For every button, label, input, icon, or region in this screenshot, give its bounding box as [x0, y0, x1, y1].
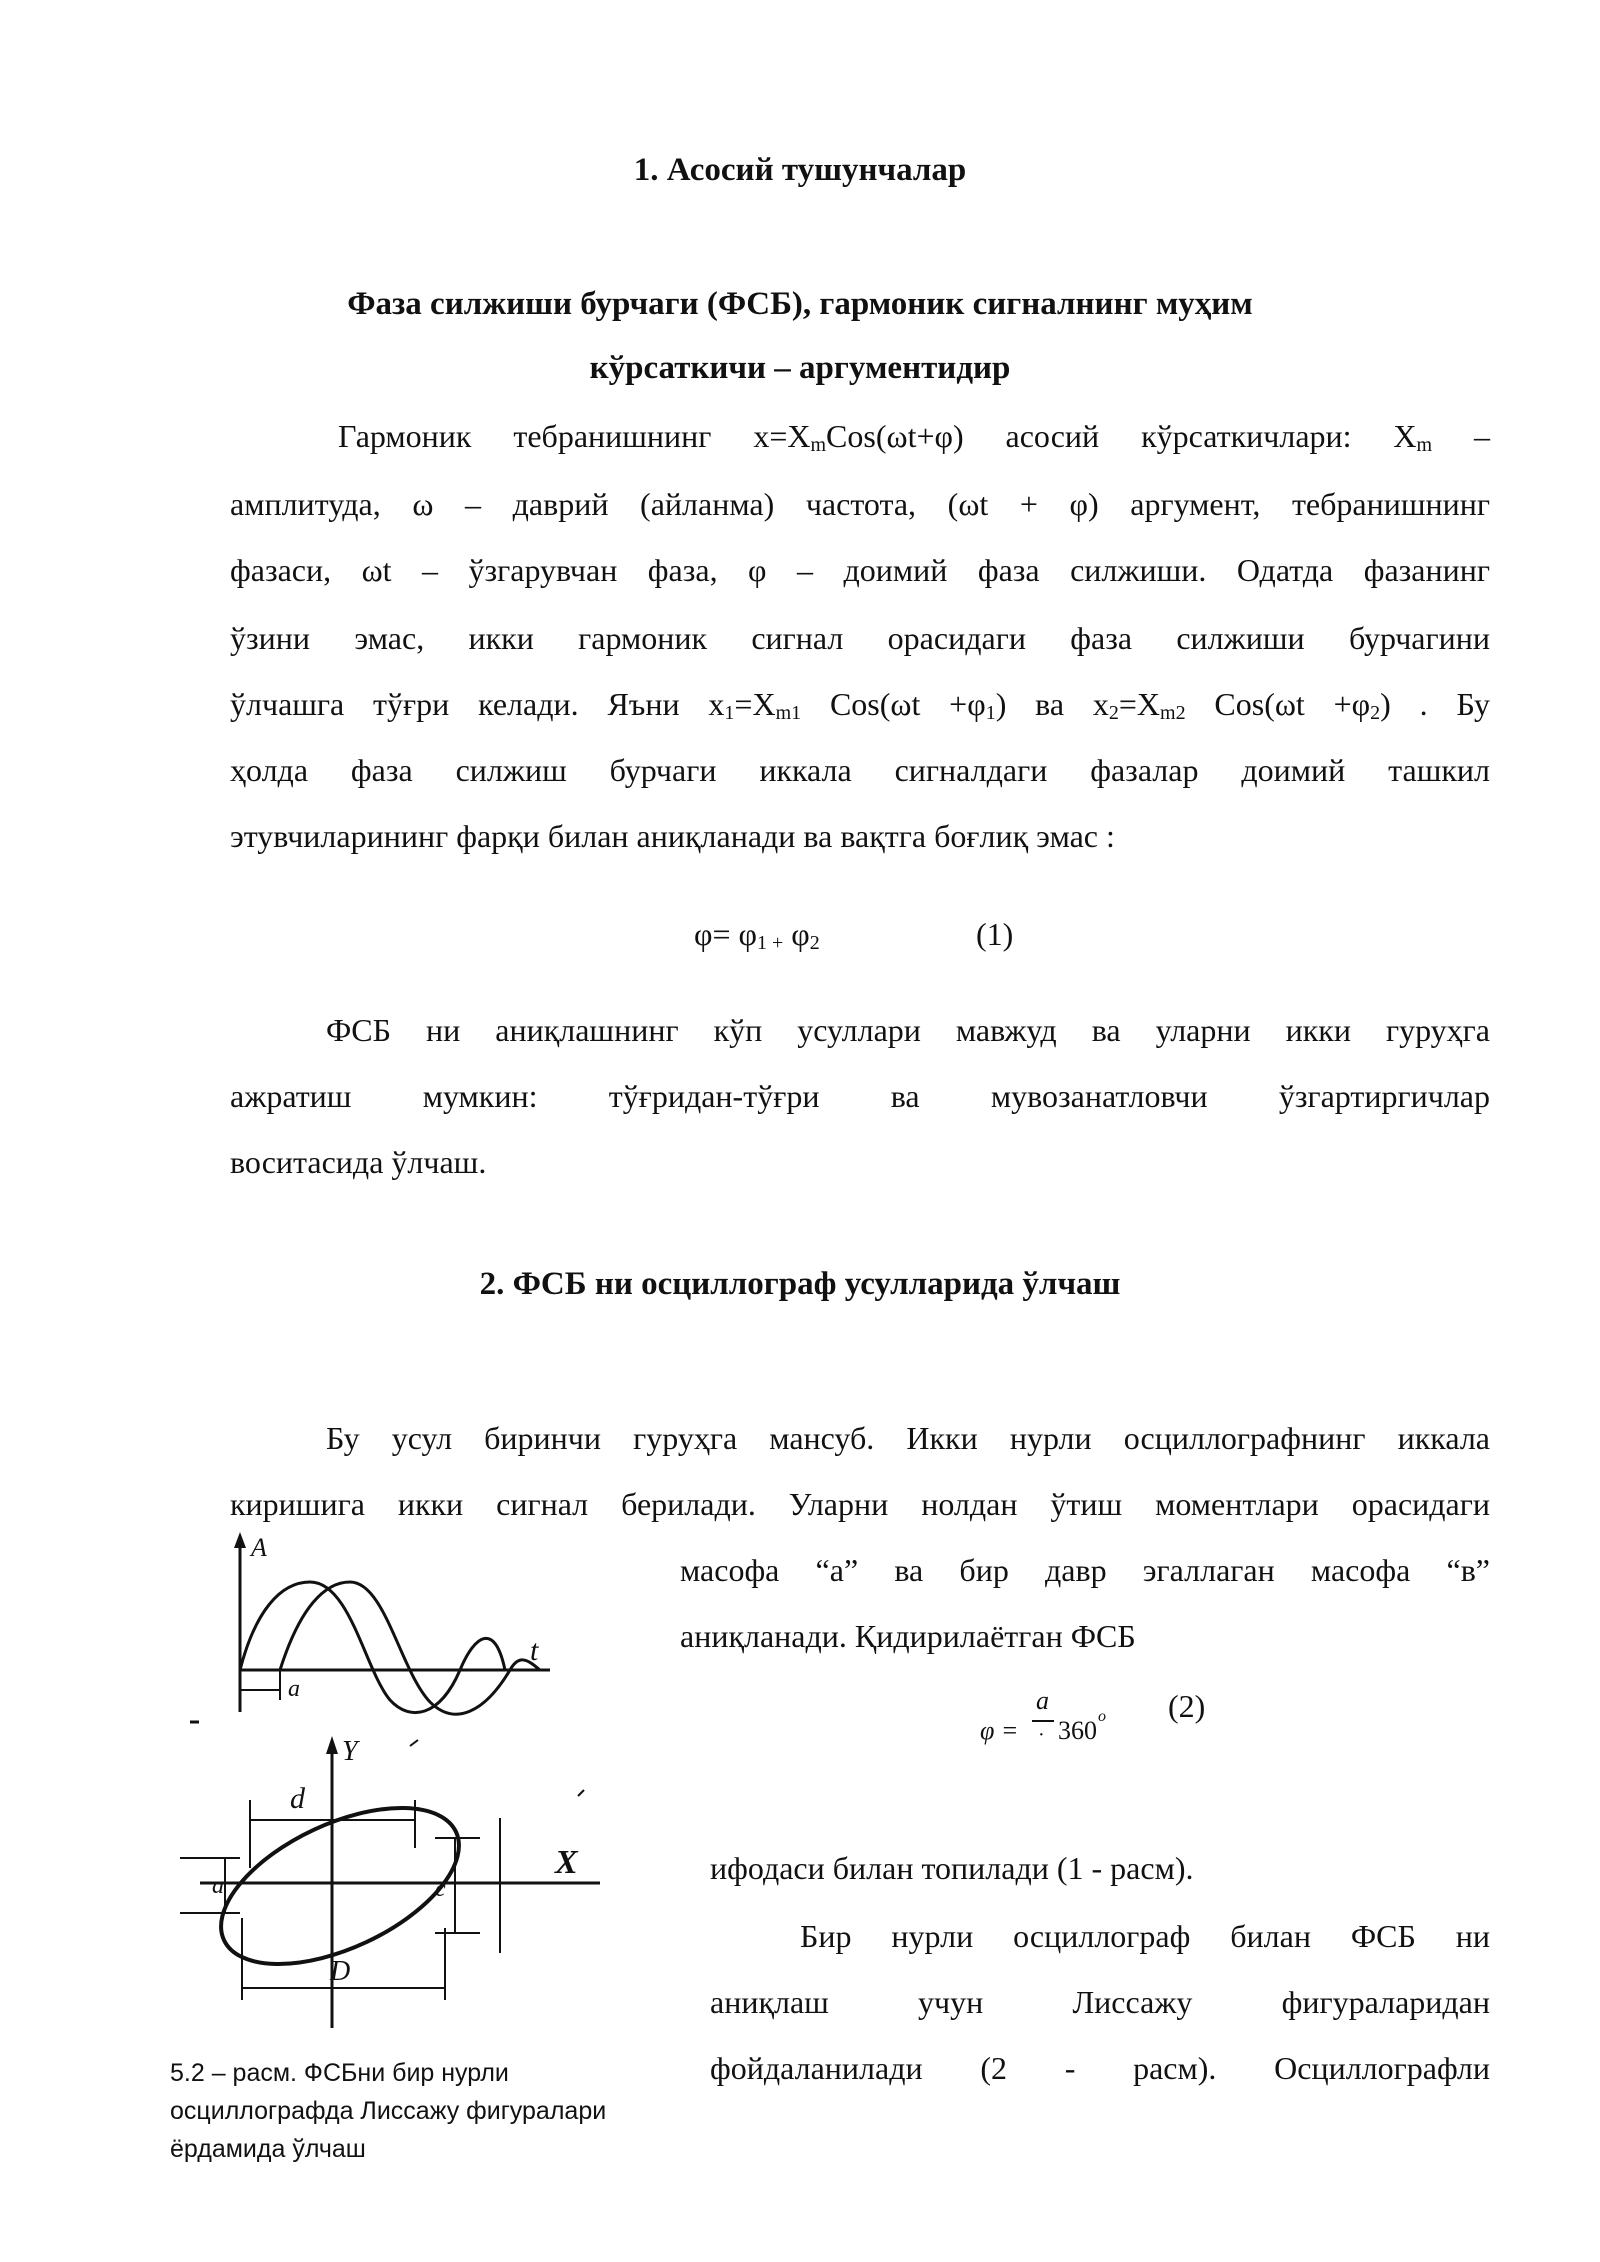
- figure-2-lissajous: [180, 1728, 620, 2038]
- fig2-label-c: c: [435, 1876, 446, 1902]
- para4-line-3: аниқлаш учун Лиссажу фигураларидан: [710, 1984, 1490, 2020]
- section-heading-2: 2. ФСБ ни осциллограф усулларида ўлчаш: [479, 1266, 1121, 1302]
- para4-line-2: Бир нурли осциллограф билан ФСБ ни: [800, 1918, 1490, 1954]
- para4-line-4: фойдаланилади (2 - расм). Осциллографли: [710, 2050, 1490, 2086]
- fig1-a-arrow: [234, 1532, 246, 1548]
- para1-line-2: амплитуда, ω – даврий (айланма) частота, (ωt + φ) аргумент, тебранишнинг: [230, 486, 1490, 522]
- fig2-label-D: D: [330, 1956, 351, 1987]
- formula-1-number: (1): [976, 916, 1014, 952]
- para1-line-3: фазаси, ωt – ўзгарувчан фаза, φ – доимий фаза силжиши. Одатда фазанинг: [230, 552, 1490, 588]
- subheading-line-1: Фаза силжиши бурчаги (ФСБ), гармоник сигналнинг муҳим: [347, 286, 1253, 322]
- fig1-label-a-axis: A: [251, 1533, 267, 1562]
- para2-line-2: ажратиш мумкин: тўғридан-тўғри ва мувозанатловчи ўзгартиргичлар: [230, 1078, 1490, 1114]
- formula-2-rhs: 360: [1058, 1716, 1097, 1745]
- formula-2-lhs: φ =: [980, 1716, 1019, 1745]
- para3-line-2: киришига икки сигнал берилади. Уларни нолдан ўтиш моментлари орасидаги: [230, 1486, 1490, 1522]
- formula-2-sup: o: [1098, 1708, 1106, 1725]
- fraction-bar: [1032, 1720, 1054, 1722]
- para4-line-1: ифодаси билан топилади (1 - расм).: [710, 1850, 1194, 1886]
- formula-2-numerator: a: [1036, 1686, 1049, 1715]
- section-heading-1: 1. Асосий тушунчалар: [633, 152, 967, 188]
- caption-line-3: ёрдамида ўлчаш: [170, 2135, 366, 2163]
- fig2-mark: [410, 1740, 418, 1746]
- para2-line-1: ФСБ ни аниқлашнинг кўп усуллари мавжуд ва уларни икки гуруҳга: [326, 1012, 1490, 1048]
- formula-1: $\varphi= \varphi_{1 +}$ $\varphi_2$: [694, 916, 820, 954]
- para3-line-3: масофа “а” ва бир давр эгаллаган масофа “в”: [680, 1552, 1490, 1588]
- fig2-mark-2: [578, 1790, 584, 1796]
- para3-line-1: Бу усул биринчи гуруҳга мансуб. Икки нурли осциллографнинг иккала: [326, 1420, 1490, 1456]
- para2-line-3: воситасида ўлчаш.: [230, 1144, 487, 1180]
- formula-2: [980, 1678, 1120, 1758]
- fig2-label-a: a: [212, 1873, 224, 1899]
- formula-2-denominator: ·: [1038, 1724, 1045, 1746]
- fig2-label-y: Y: [342, 1736, 358, 1767]
- fig2-y-arrow: [326, 1736, 338, 1754]
- fig1-label-t: t: [530, 1634, 539, 1667]
- formula-2-number: (2): [1168, 1688, 1206, 1724]
- fig2-label-d: d: [290, 1782, 305, 1815]
- para1-line-7: этувчиларининг фарқи билан аниқланади ва вақтга боғлиқ эмас :: [230, 818, 1115, 854]
- fig1-wave-2: [280, 1582, 540, 1714]
- fig2-label-x: X: [555, 1844, 578, 1881]
- figure-caption: [170, 2054, 606, 2168]
- caption-line-2: осциллографда Лиссажу фигуралари: [170, 2097, 607, 2125]
- caption-line-1: 5.2 – расм. ФСБни бир нурли: [170, 2059, 509, 2087]
- para1-line-1: Гармоник тебранишнинг $x=X_mCos(\omega t+\varphi)$ асосий кўрсаткичлари: $X_m$ –: [338, 418, 1491, 456]
- figure-1-waveforms: [185, 1522, 565, 1732]
- para1-line-6: ҳолда фаза силжиш бурчаги иккала сигналдаги фазалар доимий ташкил: [230, 752, 1490, 788]
- para1-line-5: ўлчашга тўғри келади. Яъни $x_1=X_{m1}$ $Cos(\omega t +\varphi_1)$ ва $x_2=X_{m2}$ $Cos(\omega t +\varphi_2)$ . Бу: [230, 686, 1491, 724]
- para1-line-4: ўзини эмас, икки гармоник сигнал орасидаги фаза силжиши бурчагини: [230, 620, 1490, 656]
- para3-line-4: аниқланади. Қидирилаётган ФСБ: [680, 1618, 1136, 1654]
- fig1-label-a: a: [288, 1676, 300, 1702]
- subheading-line-2: кўрсаткичи – аргументидир: [589, 350, 1011, 386]
